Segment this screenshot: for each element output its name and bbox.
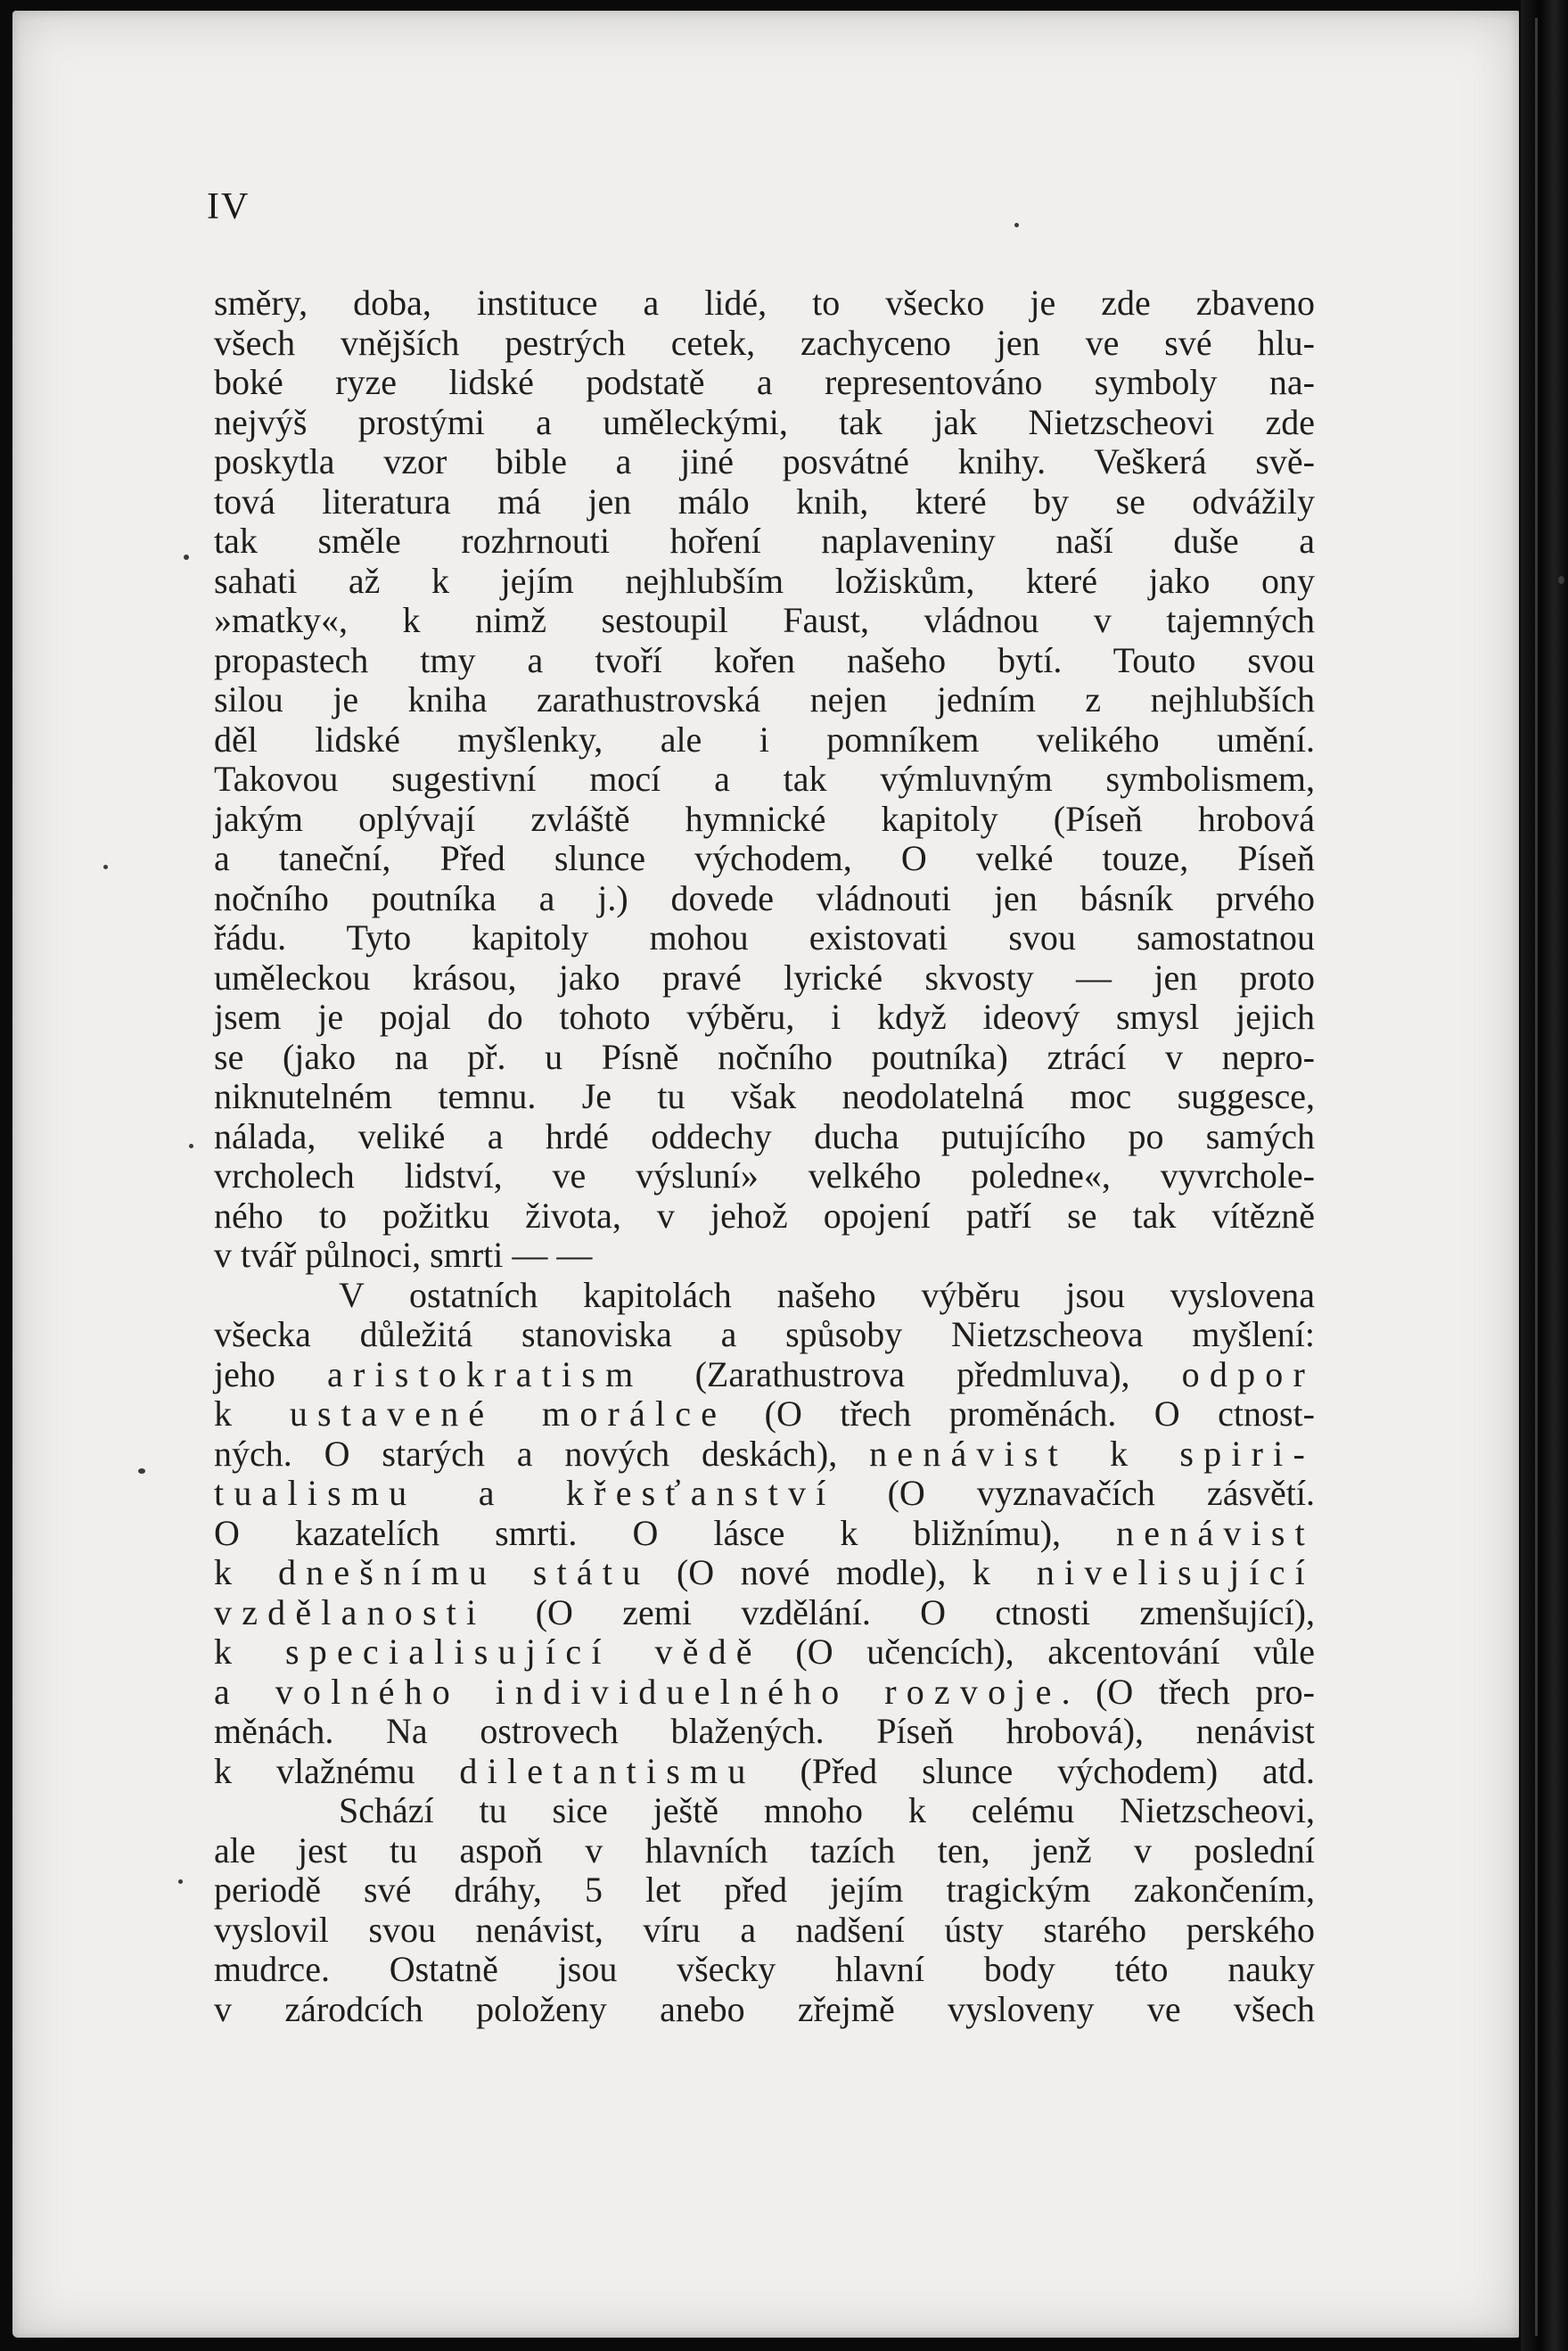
text-segment: uměleckou krásou, jako pravé lyrické skvosty — jen proto xyxy=(214,957,1315,998)
text-segment: Schází tu sice ještě mnoho k celému Nietzscheovi, xyxy=(339,1790,1315,1830)
text-line xyxy=(214,1911,1315,1951)
text-line xyxy=(214,1394,1315,1434)
spaced-emphasis: k nivelisující xyxy=(972,1552,1315,1592)
text-line xyxy=(214,1950,1315,1990)
text-segment: (O nové modle), xyxy=(650,1552,973,1592)
text-line xyxy=(214,1712,1315,1752)
scan-speck xyxy=(184,555,189,560)
text-line xyxy=(214,1434,1315,1475)
text-segment: v tvář půlnoci, smrti — — xyxy=(214,1235,593,1275)
text-segment: se (jako na př. u Písně nočního poutníka) ztrácí v nepro- xyxy=(214,1036,1315,1077)
text-segment: (Před slunce východem) atd. xyxy=(755,1750,1315,1791)
scan-speck xyxy=(1558,576,1564,584)
text-segment: k vlažnému xyxy=(214,1750,460,1791)
text-segment: periodě své dráhy, 5 let před jejím tragickým zakončením, xyxy=(214,1870,1315,1910)
text-segment: všech vnějších pestrých cetek, zachyceno jen ve své hlu- xyxy=(214,322,1315,363)
text-line xyxy=(214,1553,1315,1593)
text-segment: děl lidské myšlenky, ale i pomníkem velikého umění. xyxy=(214,719,1315,760)
text-segment: vrcholech lidství, ve výsluní» velkého poledne«, vyvrchole- xyxy=(214,1155,1315,1196)
page-edge-shadow xyxy=(1521,0,1568,2351)
text-segment: nočního poutníka a j.) dovede vládnouti jen básník prvého xyxy=(214,877,1315,918)
text-line xyxy=(214,482,1315,522)
text-line xyxy=(214,800,1315,840)
spaced-emphasis: nenávist xyxy=(1116,1512,1315,1553)
text-line xyxy=(214,641,1315,681)
text-line xyxy=(214,1355,1315,1395)
text-segment: mudrce. Ostatně jsou všecky hlavní body této nauky xyxy=(214,1949,1315,1989)
text-segment: poskytla vzor bible a jiné posvátné knihy. Veškerá svě- xyxy=(214,441,1315,481)
text-line xyxy=(214,1831,1315,1871)
text-line xyxy=(214,879,1315,919)
spaced-emphasis: aristokratism xyxy=(327,1353,644,1394)
text-segment: silou je kniha zarathustrovská nejen jedním z nejhlubších xyxy=(214,679,1315,719)
text-segment: (O vyznavačích zásvětí. xyxy=(835,1473,1315,1513)
spaced-emphasis: k specialisující vědě xyxy=(214,1632,762,1672)
text-line xyxy=(214,680,1315,720)
text-line xyxy=(214,363,1315,403)
text-segment: O kazatelích smrti. O lásce k bližnímu), xyxy=(214,1512,1117,1553)
text-segment: řádu. Tyto kapitoly mohou existovati svou samostatnou xyxy=(214,917,1315,958)
text-line xyxy=(214,1276,1315,1316)
scan-speck xyxy=(189,1144,193,1148)
text-line xyxy=(214,1156,1315,1196)
text-line xyxy=(214,1077,1315,1117)
text-segment: v zárodcích položeny anebo zřejmě vysloveny ve všech xyxy=(214,1988,1315,2029)
text-line xyxy=(214,958,1315,999)
text-segment: a taneční, Před slunce východem, O velké touze, Píseň xyxy=(214,838,1315,878)
scan-speck xyxy=(1014,223,1019,227)
text-segment: V ostatních kapitolách našeho výběru jsou vyslovena xyxy=(339,1274,1315,1315)
text-segment: . (O třech pro- xyxy=(1061,1671,1315,1712)
text-segment: (O třech proměnách. O ctnost- xyxy=(727,1393,1315,1434)
spaced-emphasis: nenávist k spiri- xyxy=(869,1433,1315,1474)
text-segment: jakým oplývají zvláště hymnické kapitoly (Píseň hrobová xyxy=(214,798,1315,839)
text-segment: jsem je pojal do tohoto výběru, i když ideový smysl jejich xyxy=(214,997,1315,1037)
spaced-emphasis: diletantismu xyxy=(459,1750,756,1791)
text-segment: boké ryze lidské podstatě a representováno symboly na- xyxy=(214,362,1315,402)
text-line xyxy=(214,1791,1315,1831)
spaced-emphasis: tualismu a křesťanství xyxy=(214,1473,836,1513)
text-line xyxy=(214,1593,1315,1633)
text-line xyxy=(214,918,1315,958)
text-segment: (O učencích), akcentování vůle xyxy=(761,1632,1315,1672)
text-segment: niknutelném temnu. Je tu však neodolatelná moc suggesce, xyxy=(214,1076,1315,1116)
text-line xyxy=(214,1514,1315,1554)
text-line xyxy=(214,1990,1315,2030)
spaced-emphasis: a volného individuelného rozvoje xyxy=(214,1671,1062,1712)
text-line xyxy=(214,324,1315,364)
text-line xyxy=(214,839,1315,879)
spaced-emphasis: vzdělanosti xyxy=(214,1591,487,1632)
text-line xyxy=(214,1673,1315,1713)
spaced-emphasis: odpor xyxy=(1181,1353,1315,1394)
text-segment: všecka důležitá stanoviska a spůsoby Nietzscheova myšlení: xyxy=(214,1314,1315,1354)
text-segment: ných. O starých a nových deskách), xyxy=(214,1433,870,1474)
text-line xyxy=(214,1315,1315,1355)
text-segment: nálada, veliké a hrdé oddechy ducha putujícího po samých xyxy=(214,1115,1315,1156)
text-segment: propastech tmy a tvoří kořen našeho bytí. Touto svou xyxy=(214,639,1315,680)
scan-speck xyxy=(138,1468,145,1474)
binding-line xyxy=(1535,18,1538,2336)
scan-speck xyxy=(103,865,108,869)
text-segment: měnách. Na ostrovech blažených. Píseň hrobová), nenávist xyxy=(214,1711,1315,1751)
text-line xyxy=(214,1038,1315,1078)
text-line xyxy=(214,1632,1315,1673)
text-line xyxy=(214,998,1315,1038)
text-line xyxy=(214,522,1315,562)
body-text xyxy=(214,284,1315,2029)
text-segment: ného to požitku života, v jehož opojení patří se tak vítězně xyxy=(214,1195,1315,1236)
text-line xyxy=(214,720,1315,760)
text-segment: tová literatura má jen málo knih, které by se odvážily xyxy=(214,481,1315,522)
text-segment: (Zarathustrova předmluva), xyxy=(643,1353,1182,1394)
text-segment: ale jest tu aspoň v hlavních tazích ten, jenž v poslední xyxy=(214,1829,1315,1870)
text-segment: Takovou sugestivní mocí a tak výmluvným symbolismem, xyxy=(214,759,1315,799)
text-line xyxy=(214,760,1315,800)
text-segment: jeho xyxy=(214,1353,327,1394)
text-line xyxy=(214,1117,1315,1157)
text-line xyxy=(214,403,1315,443)
text-line xyxy=(214,601,1315,641)
text-segment: (O zemi vzdělání. O ctnosti zmenšující), xyxy=(486,1591,1315,1632)
text-line xyxy=(214,284,1315,324)
text-line xyxy=(214,562,1315,602)
text-segment: nejvýš prostými a uměleckými, tak jak Nietzscheovi zde xyxy=(214,401,1315,442)
text-line xyxy=(214,1196,1315,1237)
text-line xyxy=(214,1474,1315,1514)
text-line xyxy=(214,1236,1315,1276)
text-segment: vyslovil svou nenávist, víru a nadšení ústy starého perského xyxy=(214,1909,1315,1950)
text-segment: sahati až k jejím nejhlubším ložiskům, které jako ony xyxy=(214,560,1315,601)
scan-speck xyxy=(178,1879,183,1884)
page-number: IV xyxy=(207,186,250,227)
text-line xyxy=(214,442,1315,482)
spaced-emphasis: k dnešnímu státu xyxy=(214,1552,651,1592)
text-segment: směry, doba, instituce a lidé, to všecko je zde zbaveno xyxy=(214,283,1315,323)
text-line xyxy=(214,1870,1315,1911)
text-segment: tak směle rozhrnouti hoření naplaveniny naší duše a xyxy=(214,521,1315,561)
spaced-emphasis: k ustavené morálce xyxy=(214,1393,727,1434)
text-segment: »matky«, k nimž sestoupil Faust, vládnou v tajemných xyxy=(214,600,1315,640)
text-line xyxy=(214,1752,1315,1792)
